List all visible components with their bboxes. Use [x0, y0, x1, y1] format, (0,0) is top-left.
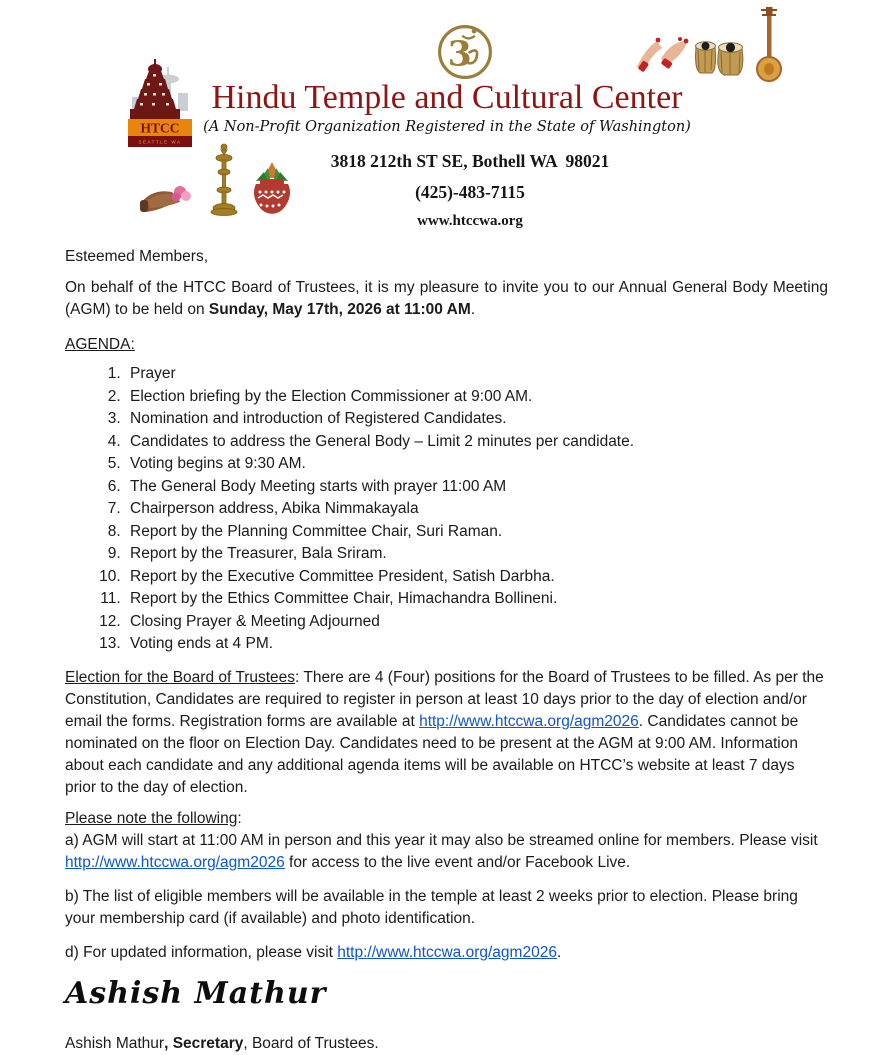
salutation: Esteemed Members,	[65, 248, 208, 265]
agenda-list	[65, 364, 828, 655]
agenda-item: 3. Nomination and introduction of Registered Candidates.	[125, 409, 828, 430]
om-icon	[436, 22, 494, 82]
signoff-line: Ashish Mathur, Secretary, Board of Trustees.	[65, 1035, 379, 1053]
org-subtitle: (A Non-Profit Organization Registered in the State of Washington)	[203, 119, 691, 135]
note-a: a) AGM will start at 11:00 AM in person and this year it may also be streamed online for members. Please visit http://www.htccwa.org/agm2026 for access to the live event and/or Facebook Live.	[65, 831, 818, 871]
agenda-item: 7. Chairperson address, Abika Nimmakayala	[125, 499, 828, 520]
org-title: Hindu Temple and Cultural Center	[211, 79, 683, 116]
agenda-heading: AGENDA:	[65, 336, 135, 353]
website-url: www.htccwa.org	[417, 212, 523, 229]
svg-text:3: 3	[447, 34, 472, 75]
htcc-logo	[128, 57, 192, 147]
note-d: d) For updated information, please visit http://www.htccwa.org/agm2026.	[65, 943, 562, 961]
address-block	[238, 149, 702, 232]
agenda-item: 9. Report by the Treasurer, Bala Sriram.	[125, 544, 828, 565]
agenda-item: 8. Report by the Planning Committee Chair, Suri Raman.	[125, 522, 828, 543]
dancing-hands-icon	[633, 27, 691, 75]
agenda-item: 10. Report by the Executive Committee President, Satish Darbha.	[125, 567, 828, 588]
agenda-item: 5. Voting begins at 9:30 AM.	[125, 454, 828, 475]
agenda-item: 6. The General Body Meeting starts with prayer 11:00 AM	[125, 477, 828, 498]
letter-content	[65, 246, 828, 1055]
agenda-item: 12. Closing Prayer & Meeting Adjourned	[125, 612, 828, 633]
election-paragraph: Election for the Board of Trustees: There are 4 (Four) positions for the Board of Trustees to be filled. As per the Constitution, Candidates are required to register in person at least 10 days prior to the day of election and/or email the forms. Registration forms are available at http://www.htccwa.org/agm2026. Candidates cannot be nominated on the floor on Election Day. Candidates need to be present at the AGM at 9:00 AM. Information about each candidate and any additional agenda items will be available on HTCC’s website at least 7 days prior to the day of election.	[65, 668, 824, 796]
logo-acronym: HTCC	[140, 120, 180, 136]
logo-location: SEATTLE WA	[138, 139, 182, 145]
note-b: b) The list of eligible members will be available in the temple at least 2 weeks prior to election. Please bring your membership card (if available) and photo identification.	[65, 887, 798, 927]
election-heading: Election for the Board of Trustees	[65, 668, 296, 686]
handwritten-signature: Ashish Mathur	[65, 975, 327, 1011]
offering-hands-icon	[138, 170, 200, 216]
agenda-item: 4. Candidates to address the General Body – Limit 2 minutes per candidate.	[125, 432, 828, 453]
agenda-item: 2. Election briefing by the Election Commissioner at 9:00 AM.	[125, 387, 828, 408]
street-address: 3818 212th ST SE, Bothell WA 98021	[330, 151, 610, 171]
agm-info-link[interactable]: http://www.htccwa.org/agm2026	[337, 943, 557, 961]
kalash-icon	[246, 160, 298, 217]
signoff-title-bold: , Secretary	[164, 1035, 244, 1053]
oil-lamp-icon	[210, 142, 238, 217]
agenda-item: 11. Report by the Ethics Committee Chair, Himachandra Bollineni.	[125, 589, 828, 610]
notes-heading: Please note the following:	[65, 809, 242, 827]
intro-text: On behalf of the HTCC Board of Trustees, it is my pleasure to invite you to our Annual General Body Meeting (AGM) to be held on	[65, 279, 828, 318]
phone-number: (425)-483-7115	[415, 181, 525, 202]
intro-paragraph: On behalf of the HTCC Board of Trustees, it is my pleasure to invite you to our Annual General Body Meeting (AGM) to be held on Sunday, May 17th, 2026 at 11:00 AM.	[65, 279, 828, 318]
meeting-date-bold: Sunday, May 17th, 2026 at 11:00 AM	[208, 301, 471, 318]
agenda-item: 1. Prayer	[125, 364, 828, 385]
letterhead	[0, 0, 888, 240]
veena-icon	[749, 5, 789, 85]
agm-registration-link[interactable]: http://www.htccwa.org/agm2026	[419, 712, 639, 730]
agm-live-link[interactable]: http://www.htccwa.org/agm2026	[65, 853, 285, 871]
agenda-item: 13. Voting ends at 4 PM.	[125, 634, 828, 655]
